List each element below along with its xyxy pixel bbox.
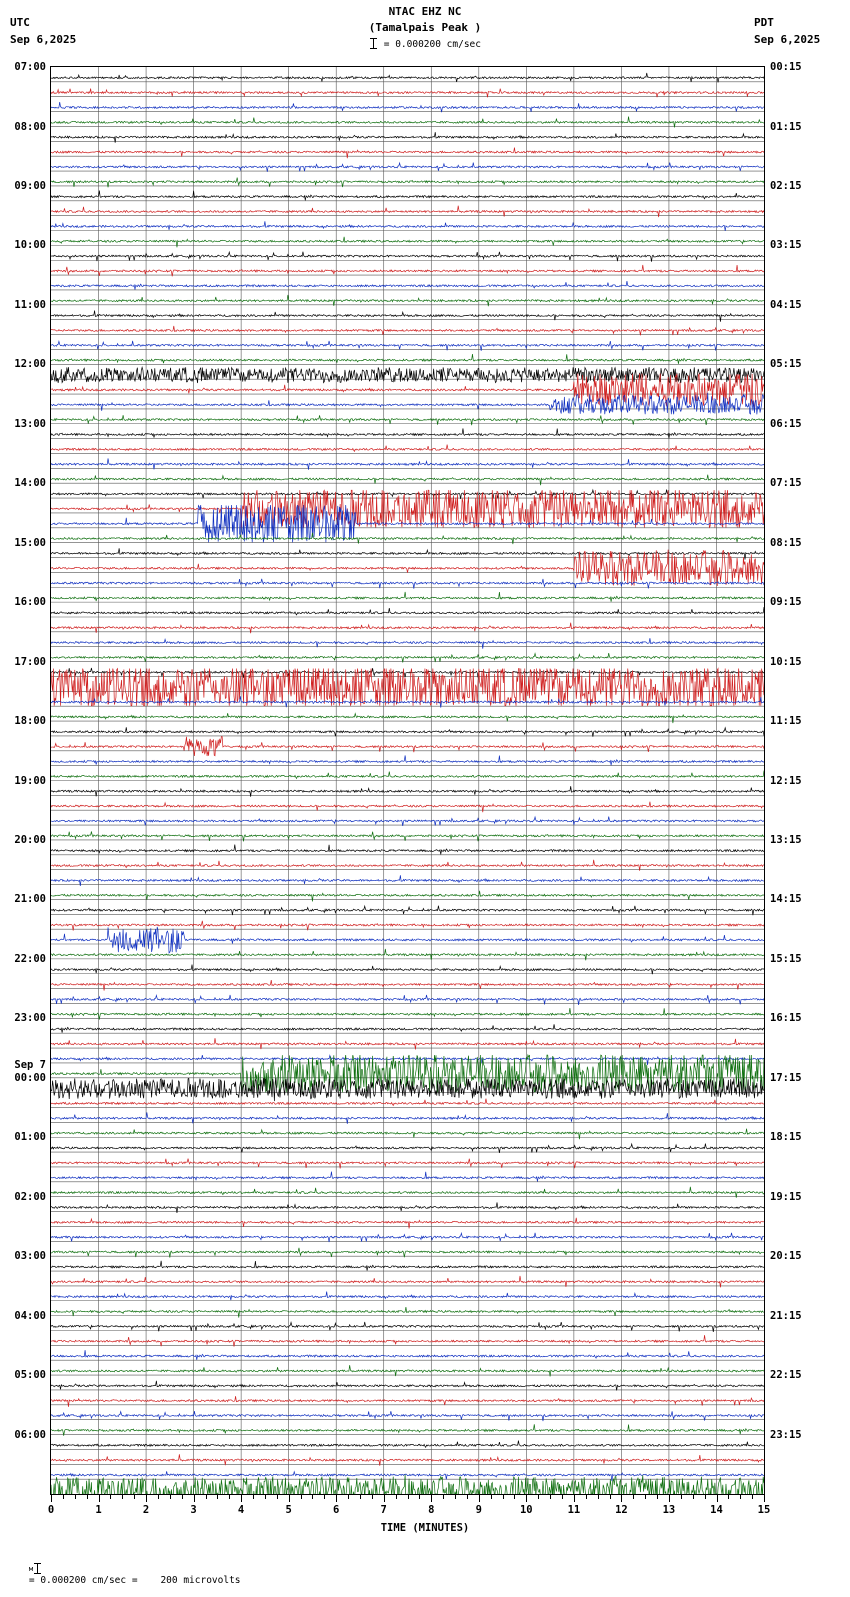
x-axis-tick — [146, 1495, 147, 1502]
header-center — [0, 4, 850, 36]
scale-bar-icon — [369, 38, 378, 49]
header-right-timezone: PDT — [754, 16, 774, 29]
left-time-label: 07:00 — [14, 61, 46, 73]
right-time-label: 15:15 — [770, 952, 802, 965]
right-time-label: 23:15 — [770, 1428, 802, 1441]
x-axis-tick — [526, 1495, 527, 1502]
x-axis-minor-tick — [75, 1495, 76, 1499]
x-axis-minor-tick — [277, 1495, 278, 1499]
x-axis-minor-tick — [229, 1495, 230, 1499]
x-axis-minor-tick — [491, 1495, 492, 1499]
left-time-label: 09:00 — [14, 179, 46, 192]
left-time-label: 02:00 — [14, 1190, 46, 1203]
right-time-label: 19:15 — [770, 1190, 802, 1203]
x-axis-minor-tick — [134, 1495, 135, 1499]
right-time-label: 08:15 — [770, 536, 802, 549]
left-time-label: 23:00 — [14, 1012, 46, 1025]
right-time-label: 16:15 — [770, 1012, 802, 1025]
x-axis-minor-tick — [170, 1495, 171, 1499]
right-time-label: 20:15 — [770, 1250, 802, 1263]
x-axis-tick-label: 6 — [333, 1504, 340, 1516]
x-axis-minor-tick — [681, 1495, 682, 1499]
x-axis-tick-label: 14 — [710, 1504, 723, 1516]
x-axis-tick — [621, 1495, 622, 1502]
left-time-label: 12:00 — [14, 358, 46, 371]
left-time-label: 18:00 — [14, 715, 46, 727]
x-axis-minor-tick — [158, 1495, 159, 1499]
left-time-label: 22:00 — [14, 952, 46, 965]
x-axis-tick-label: 7 — [380, 1504, 387, 1516]
station-code: NTAC EHZ NC — [388, 5, 462, 18]
x-axis-minor-tick — [693, 1495, 694, 1499]
left-time-label: 06:00 — [14, 1428, 46, 1441]
x-axis-tick — [574, 1495, 575, 1502]
x-axis-tick-label: 8 — [428, 1504, 435, 1516]
left-time-label: 15:00 — [14, 536, 46, 549]
right-time-label: 06:15 — [770, 417, 802, 430]
x-axis — [47, 1495, 771, 1516]
x-axis-tick — [336, 1495, 337, 1502]
right-time-label: 12:15 — [770, 774, 802, 787]
footer-value: 200 microvolts — [160, 1575, 241, 1586]
x-axis-minor-tick — [598, 1495, 599, 1499]
left-time-label: 14:00 — [14, 477, 46, 490]
x-axis-tick-label: 5 — [285, 1504, 292, 1516]
left-time-label: 19:00 — [14, 774, 46, 787]
daybreak-label: Sep 7 — [14, 1058, 46, 1071]
x-axis-title: TIME (MINUTES) — [380, 1522, 470, 1534]
x-axis-minor-tick — [324, 1495, 325, 1499]
left-time-label: 17:00 — [14, 655, 46, 668]
x-axis-tick-label: 3 — [190, 1504, 197, 1516]
right-time-label: 17:15 — [770, 1071, 802, 1084]
footer-scale-note — [6, 1552, 241, 1597]
x-axis-minor-tick — [301, 1495, 302, 1499]
x-axis-minor-tick — [645, 1495, 646, 1499]
right-time-label: 03:15 — [770, 239, 802, 252]
x-axis-minor-tick — [110, 1495, 111, 1499]
x-axis-minor-tick — [503, 1495, 504, 1499]
right-time-label: 04:15 — [770, 298, 802, 311]
x-axis-minor-tick — [217, 1495, 218, 1499]
x-axis-tick-label: 9 — [475, 1504, 482, 1516]
x-axis-minor-tick — [372, 1495, 373, 1499]
left-time-label: 16:00 — [14, 596, 46, 609]
x-axis-minor-tick — [253, 1495, 254, 1499]
x-axis-tick — [241, 1495, 242, 1502]
x-axis-minor-tick — [705, 1495, 706, 1499]
right-time-label: 09:15 — [770, 596, 802, 609]
right-time-label: 21:15 — [770, 1309, 802, 1322]
left-time-label: 21:00 — [14, 893, 46, 906]
header-left-timezone: UTC — [10, 16, 30, 29]
x-axis-tick — [194, 1495, 195, 1502]
right-time-label: 11:15 — [770, 715, 802, 727]
left-time-label: 03:00 — [14, 1250, 46, 1263]
x-axis-minor-tick — [514, 1495, 515, 1499]
x-axis-minor-tick — [752, 1495, 753, 1499]
x-axis-tick-label: 2 — [142, 1504, 150, 1516]
x-axis-minor-tick — [265, 1495, 266, 1499]
right-time-label: 10:15 — [770, 655, 802, 668]
x-axis-minor-tick — [586, 1495, 587, 1499]
x-axis-tick — [289, 1495, 290, 1502]
x-axis-minor-tick — [206, 1495, 207, 1499]
x-axis-minor-tick — [360, 1495, 361, 1499]
left-time-label: 05:00 — [14, 1369, 46, 1382]
footer-prefix: = 0.000200 cm/sec = — [28, 1575, 138, 1586]
right-time-label: 18:15 — [770, 1131, 802, 1144]
right-time-label: 13:15 — [770, 834, 802, 846]
left-time-label: 20:00 — [14, 834, 46, 846]
x-axis-minor-tick — [455, 1495, 456, 1499]
x-axis-tick-label: 13 — [662, 1504, 676, 1516]
header-left-date: Sep 6,2025 — [10, 33, 77, 46]
left-time-label: 04:00 — [14, 1309, 46, 1322]
footer-mu: м — [28, 1565, 34, 1573]
x-axis-minor-tick — [728, 1495, 729, 1499]
right-time-label: 02:15 — [770, 179, 802, 192]
x-axis-minor-tick — [63, 1495, 64, 1499]
left-time-label: 01:00 — [14, 1131, 46, 1144]
x-axis-tick-label: 1 — [95, 1504, 102, 1516]
x-axis-minor-tick — [419, 1495, 420, 1499]
x-axis-minor-tick — [87, 1495, 88, 1499]
header-right-date: Sep 6,2025 — [754, 33, 821, 46]
right-time-label: 14:15 — [770, 893, 802, 906]
left-time-label: 13:00 — [14, 417, 46, 430]
right-time-label: 22:15 — [770, 1369, 802, 1382]
x-axis-minor-tick — [538, 1495, 539, 1499]
x-axis-minor-tick — [122, 1495, 123, 1499]
x-axis-tick-label: 12 — [615, 1504, 628, 1516]
x-axis-minor-tick — [610, 1495, 611, 1499]
x-axis-minor-tick — [312, 1495, 313, 1499]
x-axis-minor-tick — [740, 1495, 741, 1499]
x-axis-tick-label: 4 — [237, 1504, 245, 1516]
x-axis-minor-tick — [550, 1495, 551, 1499]
x-axis-minor-tick — [657, 1495, 658, 1499]
x-axis-tick-label: 11 — [567, 1504, 581, 1516]
x-axis-minor-tick — [467, 1495, 468, 1499]
x-axis-tick-label: 10 — [519, 1504, 533, 1516]
x-axis-tick — [717, 1495, 718, 1502]
scale-legend-text: = 0.000200 cm/sec — [383, 39, 481, 50]
x-axis-tick — [384, 1495, 385, 1502]
x-axis-tick — [99, 1495, 100, 1502]
footer-spacer — [138, 1575, 161, 1586]
x-axis-minor-tick — [396, 1495, 397, 1499]
right-time-label: 05:15 — [770, 358, 802, 371]
x-axis-tick-label: 15 — [757, 1504, 771, 1516]
x-axis-tick — [431, 1495, 432, 1502]
left-time-label: 08:00 — [14, 120, 46, 133]
x-axis-minor-tick — [562, 1495, 563, 1499]
seismogram-plot — [50, 66, 765, 1495]
footer-scale-bar-icon — [33, 1563, 42, 1574]
left-time-label: 00:00 — [14, 1071, 46, 1084]
station-location: (Tamalpais Peak ) — [368, 21, 482, 34]
right-time-label: 00:15 — [770, 61, 802, 73]
right-time-label: 07:15 — [770, 477, 802, 490]
x-axis-minor-tick — [182, 1495, 183, 1499]
left-time-label: 10:00 — [14, 239, 46, 252]
right-time-label: 01:15 — [770, 120, 802, 133]
x-axis-tick — [479, 1495, 480, 1502]
x-axis-tick — [51, 1495, 52, 1502]
x-axis-tick-label: 0 — [47, 1504, 55, 1516]
x-axis-tick — [764, 1495, 765, 1502]
x-axis-minor-tick — [443, 1495, 444, 1499]
x-axis-minor-tick — [633, 1495, 634, 1499]
x-axis-tick — [669, 1495, 670, 1502]
x-axis-minor-tick — [348, 1495, 349, 1499]
seismogram-traces — [51, 67, 764, 1494]
left-time-label: 11:00 — [14, 298, 46, 311]
x-axis-minor-tick — [408, 1495, 409, 1499]
scale-legend — [0, 38, 850, 50]
